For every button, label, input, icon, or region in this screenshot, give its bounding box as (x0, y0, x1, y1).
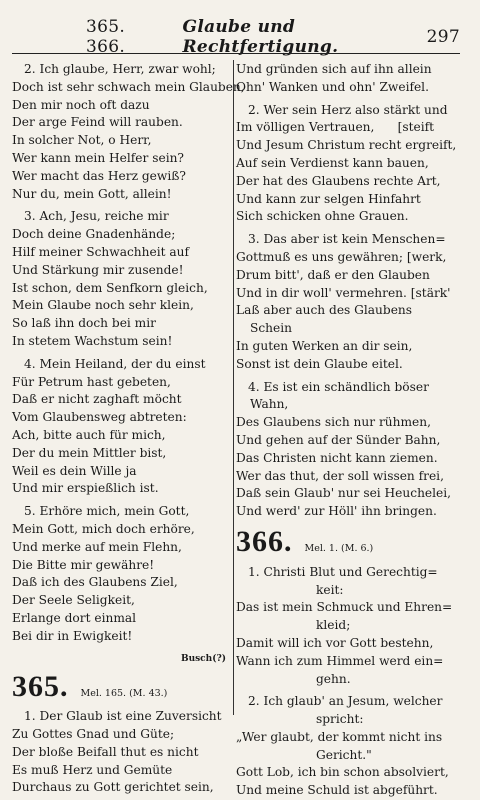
verse-line: Auf sein Verdienst kann bauen, (236, 155, 429, 170)
verse-line: kleid; (316, 618, 351, 633)
verse-line: Das ist mein Schmuck und Ehren= (236, 600, 453, 615)
verse-line: 4. Es ist ein schändlich böser (248, 379, 429, 394)
verse-line: Die Bitte mir gewähre! (12, 557, 155, 572)
verse-line: Schein (250, 321, 292, 336)
verse-line: Und mir erspießlich ist. (12, 481, 159, 496)
stanza-2 (236, 102, 458, 227)
verse-line: Damit will ich vor Gott bestehn, (236, 635, 434, 650)
verse-line: Und werd' zur Höll' ihn bringen. (236, 504, 437, 519)
verse-line: In guten Werken an dir sein, (236, 338, 413, 353)
verse-line: Wann ich zum Himmel werd ein= (236, 653, 444, 668)
verse-line: gehn. (316, 671, 351, 686)
verse-line: 2. Ich glaube, Herr, zwar wohl; (24, 62, 216, 76)
right-column (236, 61, 458, 800)
verse-line: Daß sein Glaub' nur sei Heuchelei, (236, 486, 452, 501)
stanza-3 (236, 231, 458, 373)
verse-line: Der arge Feind will rauben. (12, 115, 183, 130)
hymn-number: 365. (12, 669, 69, 703)
column-divider (233, 60, 234, 715)
verse-line: Den mir noch oft dazu (12, 97, 150, 112)
hymn-366-stanza-1 (236, 564, 458, 689)
page-header (12, 17, 460, 57)
verse-line: keit: (316, 582, 344, 597)
verse-line: 2. Wer sein Herz also stärkt und (248, 102, 448, 117)
verse-line: 1. Der Glaub ist eine Zuversicht (24, 709, 222, 724)
verse-line: Doch ist sehr schwach mein Glauben, (12, 79, 245, 94)
hymn-number: 366. (236, 524, 293, 558)
verse-line: In solcher Not, o Herr, (12, 133, 152, 148)
verse-line: Und Stärkung mir zusende! (12, 262, 184, 277)
verse-line: Sonst ist dein Glaube eitel. (236, 356, 403, 371)
verse-line: 4. Mein Heiland, der du einst (24, 356, 206, 371)
verse-line: Und in dir woll' vermehren. [stärk' (236, 285, 451, 300)
verse-line: Der du mein Mittler bist, (12, 445, 167, 460)
verse-line: 3. Das aber ist kein Menschen= (248, 232, 446, 247)
verse-line: Der hat des Glaubens rechte Art, (236, 173, 441, 188)
verse-line: Es muß Herz und Gemüte (12, 762, 173, 777)
verse-line: 3. Ach, Jesu, reiche mir (24, 209, 169, 224)
verse-line: Und kann zur selgen Hinfahrt (236, 191, 421, 206)
verse-line: Sich schicken ohne Grauen. (236, 209, 409, 224)
verse-line: Mein Glaube noch sehr klein, (12, 298, 194, 313)
verse-line: Nur du, mein Gott, allein! (12, 186, 172, 201)
verse-line: Wer kann mein Helfer sein? (12, 150, 184, 165)
verse-line: „Wer glaubt, der kommt nicht ins (236, 729, 443, 744)
left-column (12, 61, 245, 797)
verse-line: Für Petrum hast gebeten, (12, 374, 171, 389)
stanza-2 (12, 61, 245, 203)
verse-line: Der Seele Seligkeit, (12, 593, 135, 608)
verse-line: Gericht." (316, 747, 372, 762)
verse-line: 5. Erhöre mich, mein Gott, (24, 504, 190, 519)
verse-line: Ohn' Wanken und ohn' Zweifel. (236, 79, 429, 94)
verse-line: Mein Gott, mich doch erhöre, (12, 521, 195, 536)
verse-line: Daß ich des Glaubens Ziel, (12, 575, 178, 590)
verse-line: Gottmuß es uns gewähren; [werk, (236, 249, 447, 264)
verse-line: Des Glaubens sich nur rühmen, (236, 415, 431, 430)
hymn-365-stanza-1 (12, 708, 230, 797)
melody-reference: Mel. 165. (M. 43.) (80, 687, 168, 699)
verse-line: spricht: (316, 712, 364, 727)
verse-line: Ach, bitte auch für mich, (12, 427, 166, 442)
verse-line: Doch deine Gnadenhände; (12, 227, 176, 242)
verse-line: Wer das thut, der soll wissen frei, (236, 468, 444, 483)
verse-line: Wahn, (250, 397, 289, 412)
hymn-numbers: 365. 366. (86, 17, 126, 57)
verse-line: Bei dir in Ewigkeit! (12, 628, 133, 643)
verse-line: Und Jesum Christum recht ergreift, (236, 138, 457, 153)
verse-line: Vom Glaubensweg abtreten: (12, 410, 187, 425)
stanza-1-continuation (236, 61, 458, 97)
verse-line: Und merke auf mein Flehn, (12, 539, 182, 554)
verse-line: Wer macht das Herz gewiß? (12, 168, 186, 183)
verse-line: So laß ihn doch bei mir (12, 316, 156, 331)
verse-line: Hilf meiner Schwachheit auf (12, 244, 189, 259)
verse-line: Und gehen auf der Sünder Bahn, (236, 432, 441, 447)
verse-line: Und meine Schuld ist abgeführt. (236, 783, 438, 798)
verse-line: Zu Gottes Gnad und Güte; (12, 727, 175, 742)
stanza-4 (12, 356, 230, 498)
melody-reference: Mel. 1. (M. 6.) (304, 542, 374, 554)
verse-line: 1. Christi Blut und Gerechtig= (248, 564, 438, 579)
hymn-365-heading (12, 669, 230, 703)
verse-line: Erlange dort einmal (12, 610, 137, 625)
page-number: 297 (426, 27, 460, 47)
verse-line: Drum bitt', daß er den Glauben (236, 267, 430, 282)
verse-line: Daß er nicht zaghaft möcht (12, 392, 182, 407)
verse-line: Laß aber auch des Glaubens (236, 303, 413, 318)
verse-line: In stetem Wachstum sein! (12, 333, 173, 348)
verse-line: Weil es dein Wille ja (12, 463, 137, 478)
verse-line: Durchaus zu Gott gerichtet sein, (12, 780, 214, 795)
verse-line: Das Christen nicht kann ziemen. (236, 450, 438, 465)
hymn-366-heading (236, 524, 458, 558)
verse-line: Gott Lob, ich bin schon absolviert, (236, 765, 449, 780)
verse-line: Im völligen Vertrauen, [steift (236, 120, 435, 135)
header-rule (12, 53, 460, 54)
stanza-5 (12, 503, 230, 645)
verse-line: Der bloße Beifall thut es nicht (12, 744, 199, 759)
author-attribution: Busch(?) (180, 653, 226, 664)
hymn-366-stanza-2 (236, 693, 458, 800)
stanza-3 (12, 208, 230, 350)
verse-line: 2. Ich glaub' an Jesum, welcher (248, 694, 443, 709)
verse-line: Und gründen sich auf ihn allein (236, 62, 432, 76)
section-title: Glaube und Rechtfertigung. (182, 17, 339, 57)
verse-line: Ist schon, dem Senfkorn gleich, (12, 280, 208, 295)
stanza-4 (236, 379, 458, 521)
